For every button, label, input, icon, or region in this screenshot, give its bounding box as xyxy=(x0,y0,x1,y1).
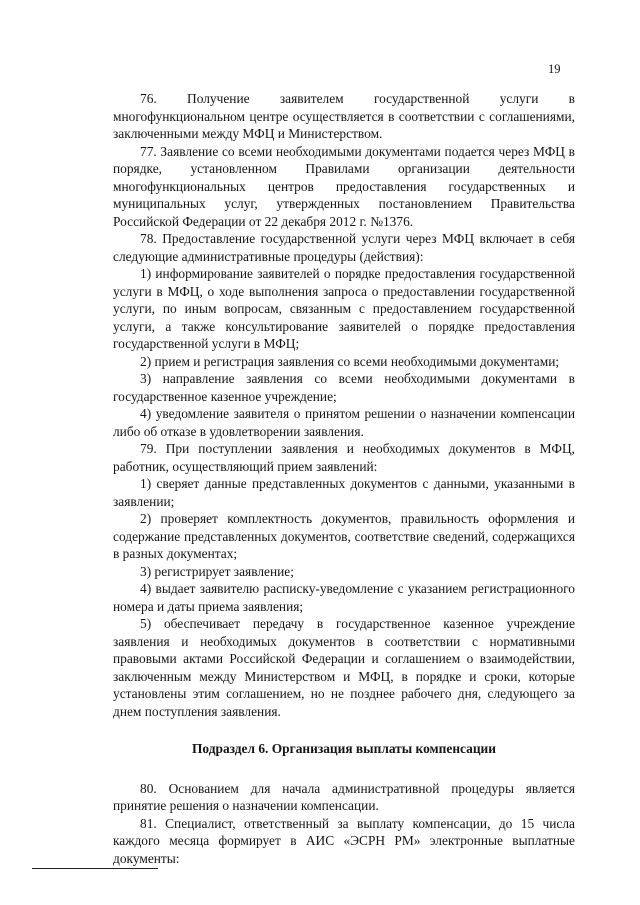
list-item: 2) прием и регистрация заявления со всеми необходимыми документами; xyxy=(140,353,560,369)
section-heading: Подраздел 6. Организация выплаты компенсации xyxy=(192,741,496,756)
list-item: 5) обеспечивает передачу в государственное казенное учреждение заявления и необходимых документов в соответствии с нормативными правовыми актами Российской Федерации и соглашением о взаимодействии, заключенным между Министерством и МФЦ, в порядке и сроки, которые установлены этим соглашением, но не позднее рабочего дня, следующего за днем поступления заявления. xyxy=(113,616,575,719)
list-item: 2) проверяет комплектность документов, правильность оформления и содержание представленных документов, соответствие сведений, содержащихся в разных документах; xyxy=(113,511,575,561)
paragraph-77: 77. Заявление со всеми необходимыми документами подается через МФЦ в порядке, установленном Правилами организации деятельности многофункциональных центров предоставления государственных и муниципальных услуг, утвержденных постановлением Правительства Российской Федерации от 22 декабря 2012 г. №1376. xyxy=(113,143,575,229)
paragraph-76: 76. Получение заявителем государственной услуги в многофункциональном центре осуществляется в соответствии с соглашениями, заключенными между МФЦ и Министерством. xyxy=(113,91,575,141)
page-number: 19 xyxy=(548,62,561,76)
list-item: 3) направление заявления со всеми необходимыми документами в государственное казенное учреждение; xyxy=(113,371,575,404)
document-body xyxy=(113,90,575,867)
list-item: 3) регистрирует заявление; xyxy=(140,563,294,579)
paragraph-78: 78. Предоставление государственной услуги через МФЦ включает в себя следующие административные процедуры (действия): xyxy=(113,231,575,264)
footnote-divider xyxy=(32,868,158,869)
paragraph-81: 81. Специалист, ответственный за выплату компенсации, до 15 числа каждого месяца формирует в АИС «ЭСРН РМ» электронные выплатные документы: xyxy=(113,815,575,866)
list-item: 4) уведомление заявителя о принятом решении о назначении компенсации либо об отказе в удовлетворении заявления. xyxy=(113,406,575,439)
list-item: 1) информирование заявителей о порядке предоставления государственной услуги в МФЦ, о ходе выполнения запроса о предоставлении государственной услуги, по иным вопросам, связанным с предоставлением государственной услуги, а также консультирование заявителей о порядке предоставления государственной услуги в МФЦ; xyxy=(113,266,575,351)
list-item: 1) сверяет данные представленных документов с данными, указанными в заявлении; xyxy=(113,476,575,509)
paragraph-80: 80. Основанием для начала административной процедуры является принятие решения о назначении компенсации. xyxy=(113,780,575,813)
paragraph-79: 79. При поступлении заявления и необходимых документов в МФЦ, работник, осуществляющий прием заявлений: xyxy=(113,441,575,474)
list-item: 4) выдает заявителю расписку-уведомление с указанием регистрационного номера и даты приема заявления; xyxy=(113,581,575,614)
